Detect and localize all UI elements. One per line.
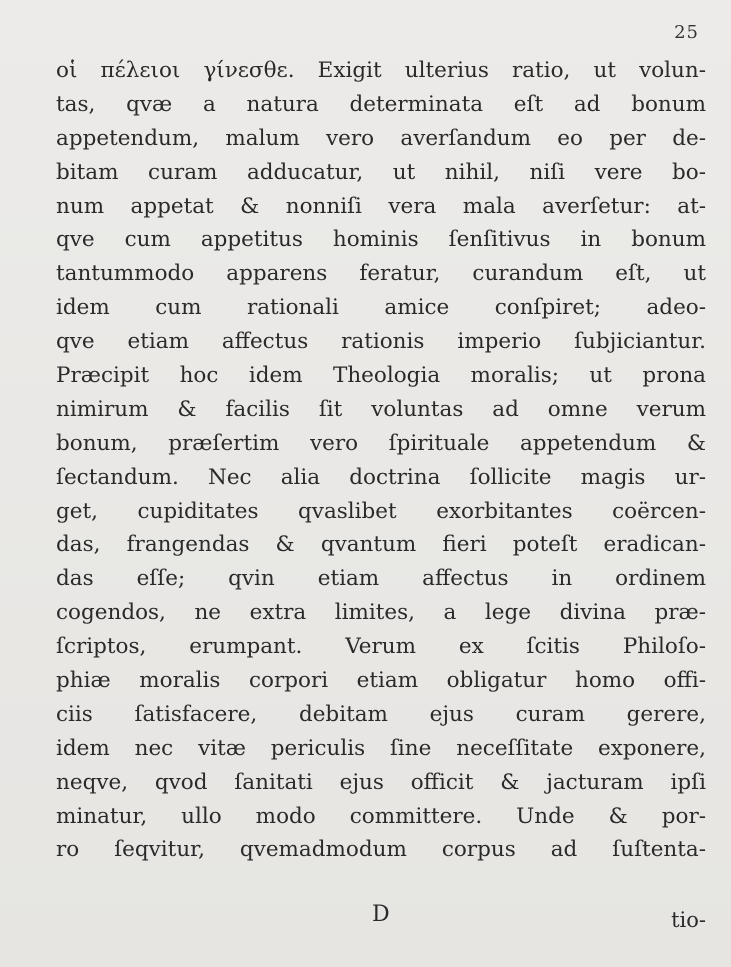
- text-line: get, cupiditates qvaslibet exorbitantes coërcen-: [56, 498, 706, 524]
- signature-mark: D: [372, 902, 390, 927]
- text-line: das eſſe; qvin etiam affectus in ordinem: [56, 566, 706, 592]
- text-line: qve cum appetitus hominis ſenſitivus in bonum: [56, 227, 706, 253]
- text-line: idem cum rationali amice conſpiret; adeo-: [56, 295, 706, 321]
- text-line: ro ſeqvitur, qvemadmodum corpus ad ſuſtenta-: [56, 837, 706, 863]
- page-number: 25: [674, 22, 699, 43]
- text-line: ciis ſatisfacere, debitam ejus curam gerere,: [56, 701, 706, 727]
- text-line: ſcriptos, erumpant. Verum ex ſcitis Philoſo-: [56, 634, 706, 660]
- text-line: bonum, præſertim vero ſpirituale appetendum &: [56, 430, 706, 456]
- text-line: bitam curam adducatur, ut nihil, niſi vere bo-: [56, 159, 706, 185]
- text-line: phiæ moralis corpori etiam obligatur homo offi-: [56, 668, 706, 694]
- text-line: nimirum & facilis ſit voluntas ad omne verum: [56, 396, 706, 422]
- page-footer: [56, 902, 706, 942]
- text-line: tantummodo apparens feratur, curandum eſt, ut: [56, 261, 706, 287]
- text-line: minatur, ullo modo committere. Unde & por-: [56, 803, 706, 829]
- text-line: Præcipit hoc idem Theologia moralis; ut prona: [56, 363, 706, 389]
- text-line: das, frangendas & qvantum fieri poteſt eradican-: [56, 532, 706, 558]
- text-line: num appetat & nonniſi vera mala averſetur: at-: [56, 193, 706, 219]
- text-line: cogendos, ne extra limites, a lege divina præ-: [56, 600, 706, 626]
- text-line: tas, qvæ a natura determinata eſt ad bonum: [56, 91, 706, 117]
- text-line: neqve, qvod ſanitati ejus officit & jacturam ipſi: [56, 769, 706, 795]
- catchword: tio-: [671, 908, 706, 932]
- text-line: idem nec vitæ periculis ſine neceſſitate exponere,: [56, 735, 706, 761]
- body-text: [56, 54, 706, 867]
- text-line: appetendum, malum vero averſandum eo per de-: [56, 125, 706, 151]
- text-line: οἱ πέλειοι γίνεσθε. Exigit ulterius ratio, ut volun-: [56, 58, 706, 83]
- text-line: qve etiam affectus rationis imperio ſubjiciantur.: [56, 329, 706, 355]
- text-line: ſectandum. Nec alia doctrina ſollicite magis ur-: [56, 464, 706, 490]
